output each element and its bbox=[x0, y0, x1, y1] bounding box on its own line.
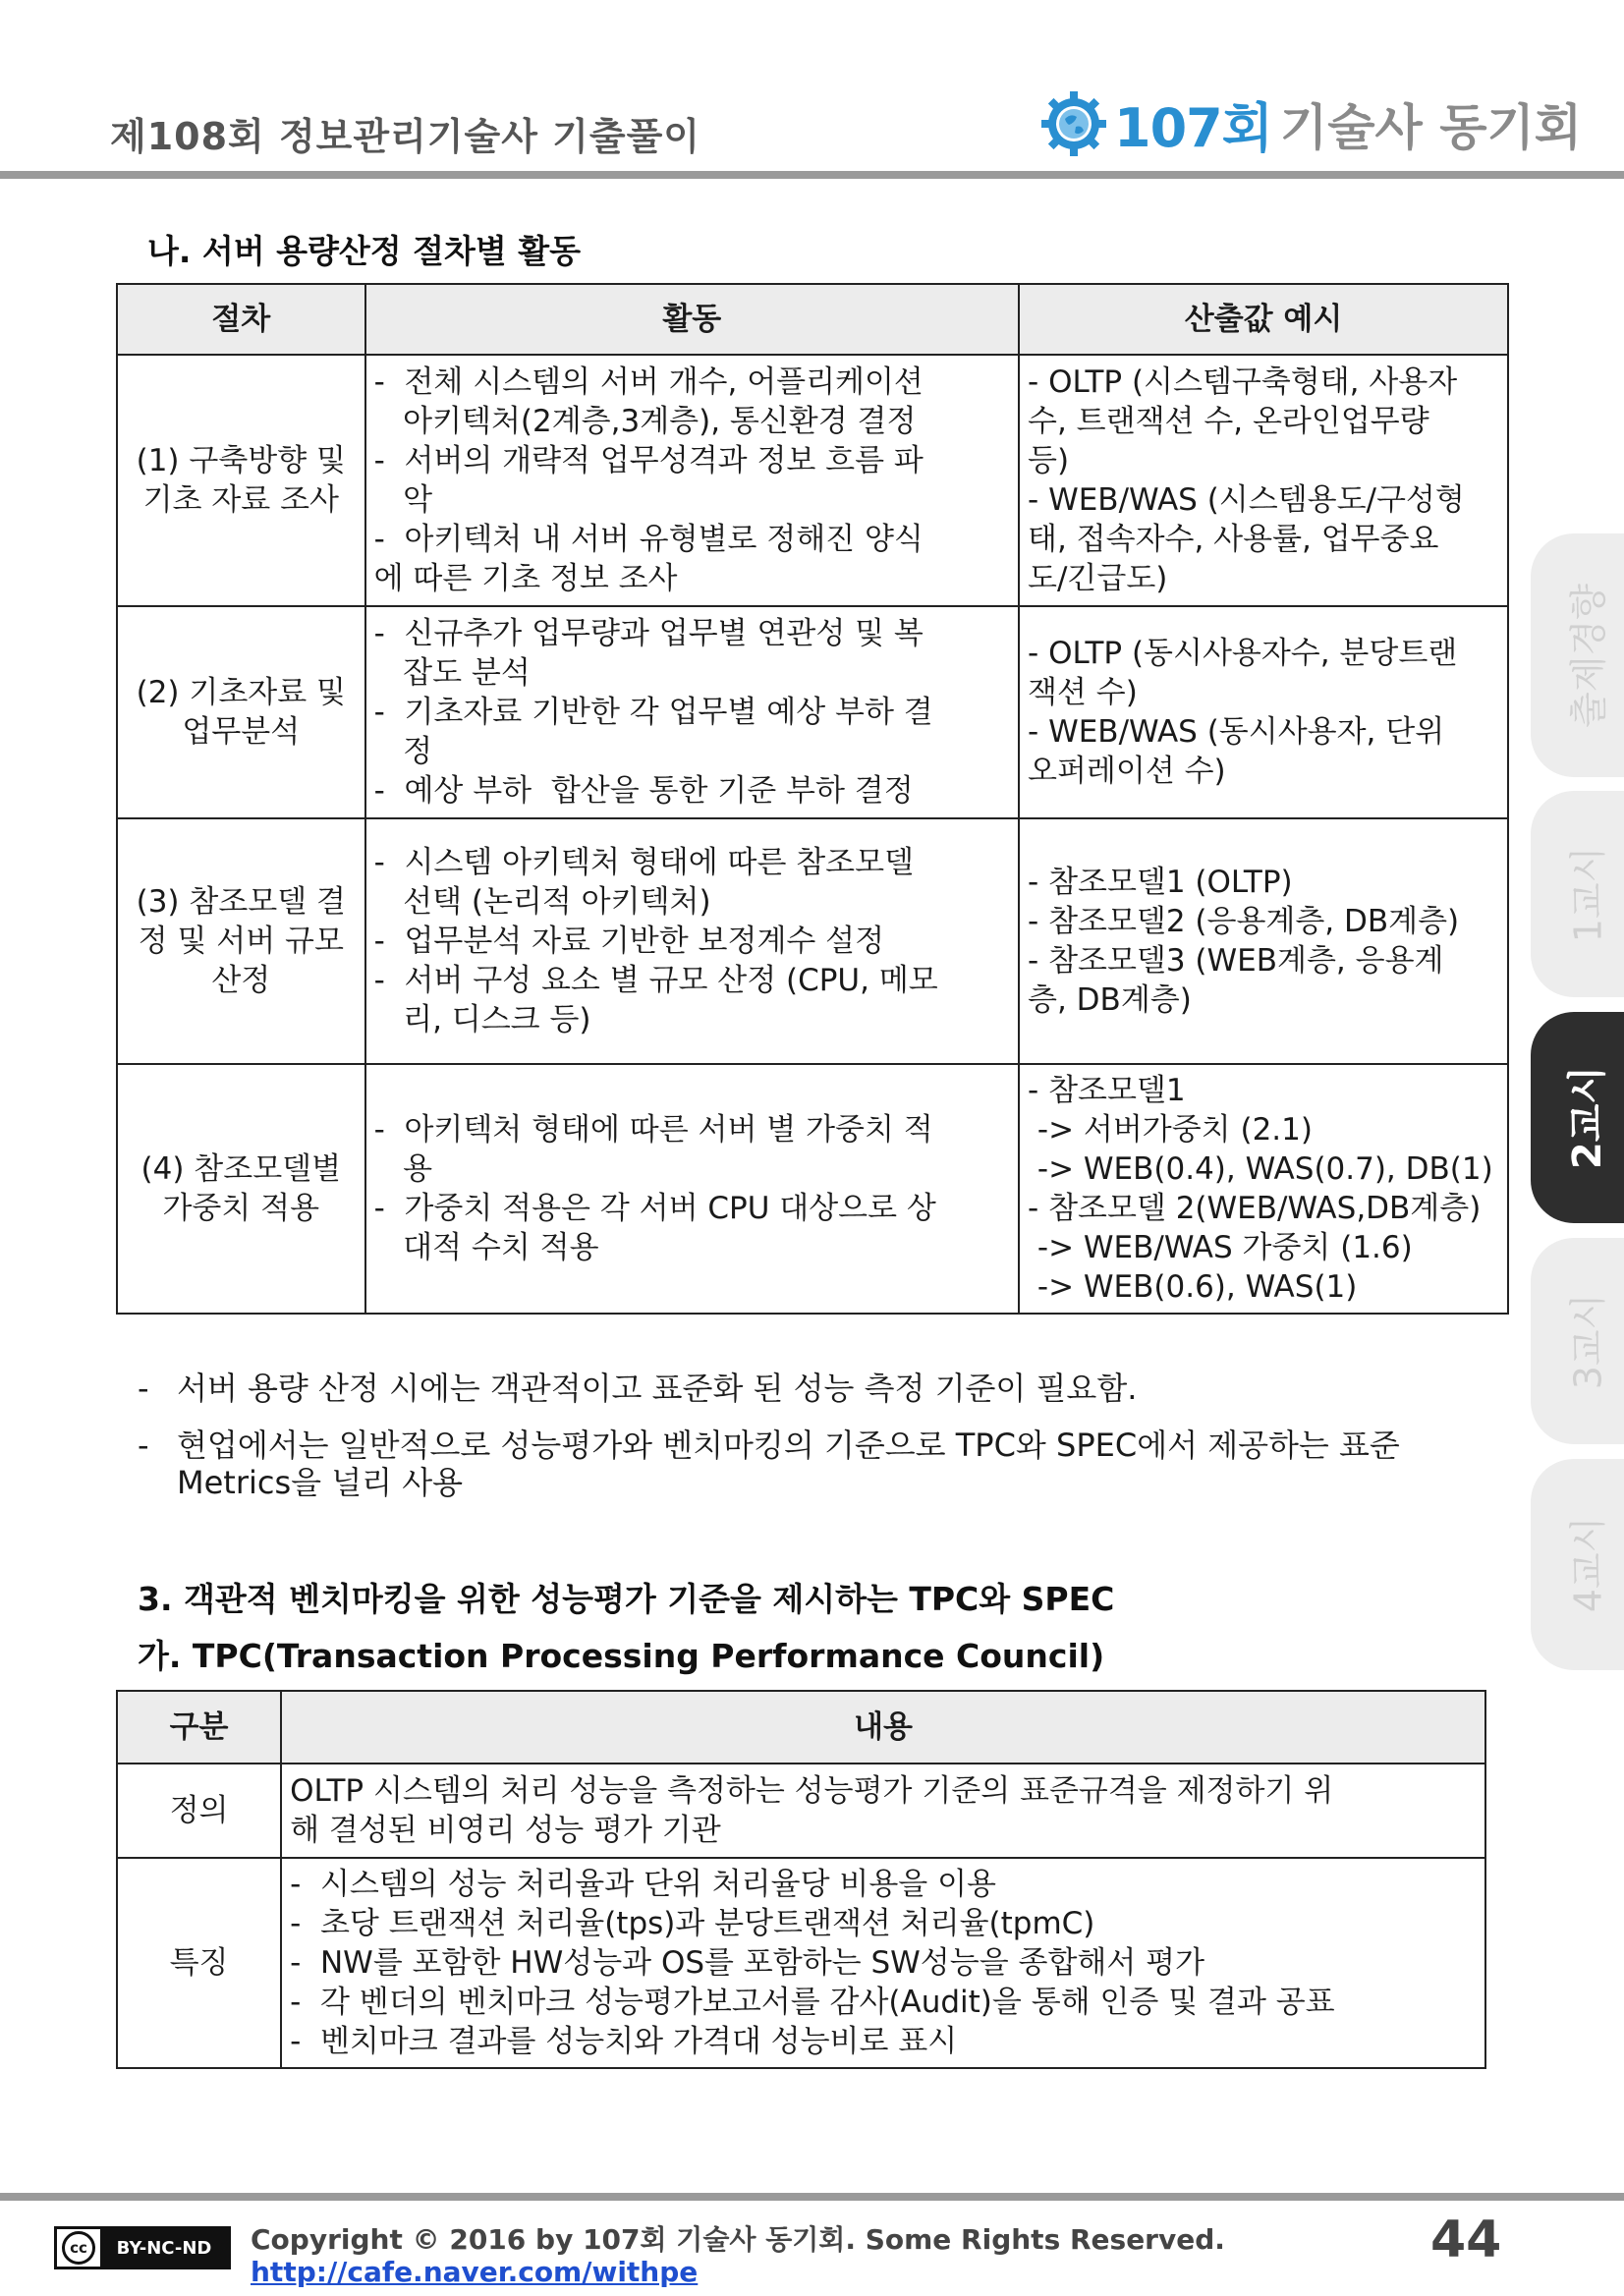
tpc-table bbox=[116, 1690, 1486, 2069]
note-item bbox=[138, 1370, 1454, 1407]
activity-line: - 전체 시스템의 서버 개수, 어플리케이션 bbox=[373, 364, 924, 400]
example-line: 잭션 수) bbox=[1028, 675, 1138, 710]
procedure-cell bbox=[117, 355, 365, 606]
brand-text: 기술사 동기회 bbox=[1279, 99, 1583, 156]
procedure-cell bbox=[117, 606, 365, 818]
procedure-line: 산정 bbox=[211, 963, 271, 998]
activity-line: 아키텍처(2계층,3계층), 통신환경 결정 bbox=[373, 404, 917, 439]
procedure-line: 정 및 서버 규모 bbox=[138, 924, 344, 959]
activity-line: 에 따른 기초 정보 조사 bbox=[373, 561, 678, 596]
content-cell bbox=[281, 1764, 1485, 1858]
tab-label: 3교시 bbox=[1566, 1293, 1610, 1389]
activity-line: - 기초자료 기반한 각 업무별 예상 부하 결 bbox=[373, 695, 933, 730]
activity-line: - 아키텍처 내 서버 유형별로 정해진 양식 bbox=[373, 522, 924, 557]
example-line: - 참조모델 2(WEB/WAS,DB계층) bbox=[1028, 1191, 1482, 1226]
content-line: - 벤치마크 결과를 성능치와 가격대 성능비로 표시 bbox=[290, 2024, 958, 2059]
table-row bbox=[117, 355, 1508, 606]
tab-period-2[interactable] bbox=[1531, 1012, 1624, 1223]
activity-line: - 아키텍처 형태에 따른 서버 별 가중치 적 bbox=[373, 1112, 933, 1148]
activity-line: 용 bbox=[373, 1151, 433, 1187]
section-heading: 나. 서버 용량산정 절차별 활동 bbox=[147, 232, 582, 270]
example-line: - 참조모델1 bbox=[1028, 1073, 1186, 1108]
procedure-line: (3) 참조모델 결 bbox=[136, 884, 346, 920]
footer-divider bbox=[0, 2193, 1624, 2201]
example-cell bbox=[1019, 606, 1508, 818]
activity-line: - 가중치 적용은 각 서버 CPU 대상으로 상 bbox=[373, 1191, 936, 1226]
creative-commons-icon bbox=[57, 2229, 100, 2267]
activity-line: - 시스템 아키텍처 형태에 따른 참조모델 bbox=[373, 845, 915, 880]
example-line: 층, DB계층) bbox=[1028, 982, 1192, 1018]
tab-period-1[interactable] bbox=[1531, 791, 1624, 997]
example-line: 오퍼레이션 수) bbox=[1028, 754, 1226, 789]
activity-line: 대적 수치 적용 bbox=[373, 1230, 599, 1265]
cc-mark: cc bbox=[62, 2231, 95, 2265]
note-dash: - bbox=[138, 1370, 149, 1407]
table-row bbox=[117, 1064, 1508, 1314]
table-row bbox=[117, 1858, 1485, 2068]
content-line: - 각 벤더의 벤치마크 성능평가보고서를 감사(Audit)을 통해 인증 및 결과 공표 bbox=[290, 1985, 1335, 2020]
activity-cell bbox=[365, 606, 1019, 818]
content-cell bbox=[281, 1858, 1485, 2068]
procedure-cell bbox=[117, 1064, 365, 1314]
procedure-line: (2) 기초자료 및 bbox=[136, 675, 346, 710]
cafe-link[interactable]: http://cafe.naver.com/withpe bbox=[251, 2256, 699, 2288]
content-line: - NW를 포함한 HW성능과 OS를 포함하는 SW성능을 종합해서 평가 bbox=[290, 1945, 1205, 1981]
example-cell bbox=[1019, 1064, 1508, 1314]
activity-cell bbox=[365, 1064, 1019, 1314]
example-line: - 참조모델2 (응용계층, DB계층) bbox=[1028, 904, 1460, 939]
globe-gear-icon bbox=[1039, 89, 1108, 158]
tab-period-3[interactable] bbox=[1531, 1238, 1624, 1444]
example-line: -> WEB(0.4), WAS(0.7), DB(1) bbox=[1028, 1151, 1493, 1187]
content-line: OLTP 시스템의 처리 성능을 측정하는 성능평가 기준의 표준규격을 제정하기 위 bbox=[290, 1773, 1334, 1809]
document-title: 제108회 정보관리기술사 기출풀이 bbox=[110, 115, 700, 158]
example-line: 태, 접속자수, 사용률, 업무중요 bbox=[1028, 522, 1439, 557]
procedure-cell bbox=[117, 818, 365, 1064]
license-label: BY-NC-ND bbox=[100, 2229, 228, 2267]
column-header-activity: 활동 bbox=[365, 284, 1019, 355]
activity-cell bbox=[365, 818, 1019, 1064]
note-dash: - bbox=[138, 1427, 149, 1464]
tab-label: 2교시 bbox=[1565, 1065, 1611, 1170]
content-line: 해 결성된 비영리 성능 평가 기관 bbox=[290, 1813, 721, 1848]
page-number: 44 bbox=[1430, 2211, 1502, 2269]
activity-line: - 신규추가 업무량과 업무별 연관성 및 복 bbox=[373, 616, 924, 651]
example-line: - OLTP (동시사용자수, 분당트랜 bbox=[1028, 636, 1458, 671]
note-item bbox=[138, 1427, 1454, 1501]
table-row bbox=[117, 606, 1508, 818]
example-line: - 참조모델3 (WEB계층, 응용계 bbox=[1028, 943, 1444, 979]
column-header-category: 구분 bbox=[117, 1691, 281, 1764]
example-line: -> WEB(0.6), WAS(1) bbox=[1028, 1269, 1358, 1305]
tab-period-4[interactable] bbox=[1531, 1459, 1624, 1670]
activity-cell bbox=[365, 355, 1019, 606]
category-cell: 정의 bbox=[117, 1764, 281, 1858]
procedure-line: (1) 구축방향 및 bbox=[136, 443, 346, 478]
example-line: -> 서버가중치 (2.1) bbox=[1028, 1112, 1313, 1148]
cc-license-badge bbox=[54, 2226, 231, 2269]
activity-line: - 예상 부하 합산을 통한 기준 부하 결정 bbox=[373, 773, 914, 809]
example-cell bbox=[1019, 355, 1508, 606]
section-3-subheading: 가. TPC(Transaction Processing Performance Council) bbox=[138, 1637, 1105, 1675]
note-text: 서버 용량 산정 시에는 객관적이고 표준화 된 성능 측정 기준이 필요함. bbox=[177, 1370, 1138, 1407]
category-cell: 특징 bbox=[117, 1858, 281, 2068]
activity-line: - 서버 구성 요소 별 규모 산정 (CPU, 메모 bbox=[373, 963, 938, 998]
section-3-heading: 3. 객관적 벤치마킹을 위한 성능평가 기준을 제시하는 TPC와 SPEC bbox=[138, 1580, 1115, 1618]
copyright-text: Copyright © 2016 by 107회 기술사 동기회. Some Rights Reserved. bbox=[251, 2223, 1225, 2256]
tab-trend[interactable] bbox=[1531, 533, 1624, 777]
capacity-procedure-table bbox=[116, 283, 1509, 1315]
tab-label: 출제경향 bbox=[1566, 583, 1610, 728]
column-header-example: 산출값 예시 bbox=[1019, 284, 1508, 355]
example-line: 도/긴급도) bbox=[1028, 561, 1168, 596]
activity-line: 잡도 분석 bbox=[373, 655, 531, 691]
column-header-content: 내용 bbox=[281, 1691, 1485, 1764]
activity-line: 리, 디스크 등) bbox=[373, 1002, 591, 1037]
content-line: - 초당 트랜잭션 처리율(tps)과 분당트랜잭션 처리율(tpmC) bbox=[290, 1906, 1095, 1941]
activity-line: 정 bbox=[373, 734, 433, 769]
example-line: - WEB/WAS (시스템용도/구성형 bbox=[1028, 482, 1465, 518]
tab-label: 4교시 bbox=[1566, 1516, 1610, 1613]
example-line: - OLTP (시스템구축형태, 사용자 bbox=[1028, 364, 1458, 400]
activity-line: 악 bbox=[373, 482, 433, 518]
procedure-line: 업무분석 bbox=[182, 714, 301, 750]
procedure-line: 기초 자료 조사 bbox=[142, 482, 339, 518]
example-line: - 참조모델1 (OLTP) bbox=[1028, 865, 1293, 900]
example-line: 수, 트랜잭션 수, 온라인업무량 bbox=[1028, 404, 1429, 439]
header-divider bbox=[0, 171, 1624, 179]
content-line: - 시스템의 성능 처리율과 단위 처리율당 비용을 이용 bbox=[290, 1867, 996, 1902]
table-row bbox=[117, 818, 1508, 1064]
activity-line: 선택 (논리적 아키텍처) bbox=[373, 884, 711, 920]
example-line: -> WEB/WAS 가중치 (1.6) bbox=[1028, 1230, 1413, 1265]
tab-label: 1교시 bbox=[1566, 846, 1610, 942]
table-row bbox=[117, 1764, 1485, 1858]
activity-line: - 서버의 개략적 업무성격과 정보 흐름 파 bbox=[373, 443, 924, 478]
brand-number: 107회 bbox=[1114, 96, 1272, 159]
example-cell bbox=[1019, 818, 1508, 1064]
activity-line: - 업무분석 자료 기반한 보정계수 설정 bbox=[373, 924, 885, 959]
example-line: - WEB/WAS (동시사용자, 단위 bbox=[1028, 714, 1445, 750]
procedure-line: 가중치 적용 bbox=[162, 1191, 320, 1226]
brand-logo bbox=[1039, 84, 1582, 163]
column-header-procedure: 절차 bbox=[117, 284, 365, 355]
note-text: 현업에서는 일반적으로 성능평가와 벤치마킹의 기준으로 TPC와 SPEC에서 제공하는 표준 Metrics을 널리 사용 bbox=[177, 1427, 1400, 1501]
example-line: 등) bbox=[1028, 443, 1070, 478]
procedure-line: (4) 참조모델별 bbox=[140, 1151, 342, 1187]
